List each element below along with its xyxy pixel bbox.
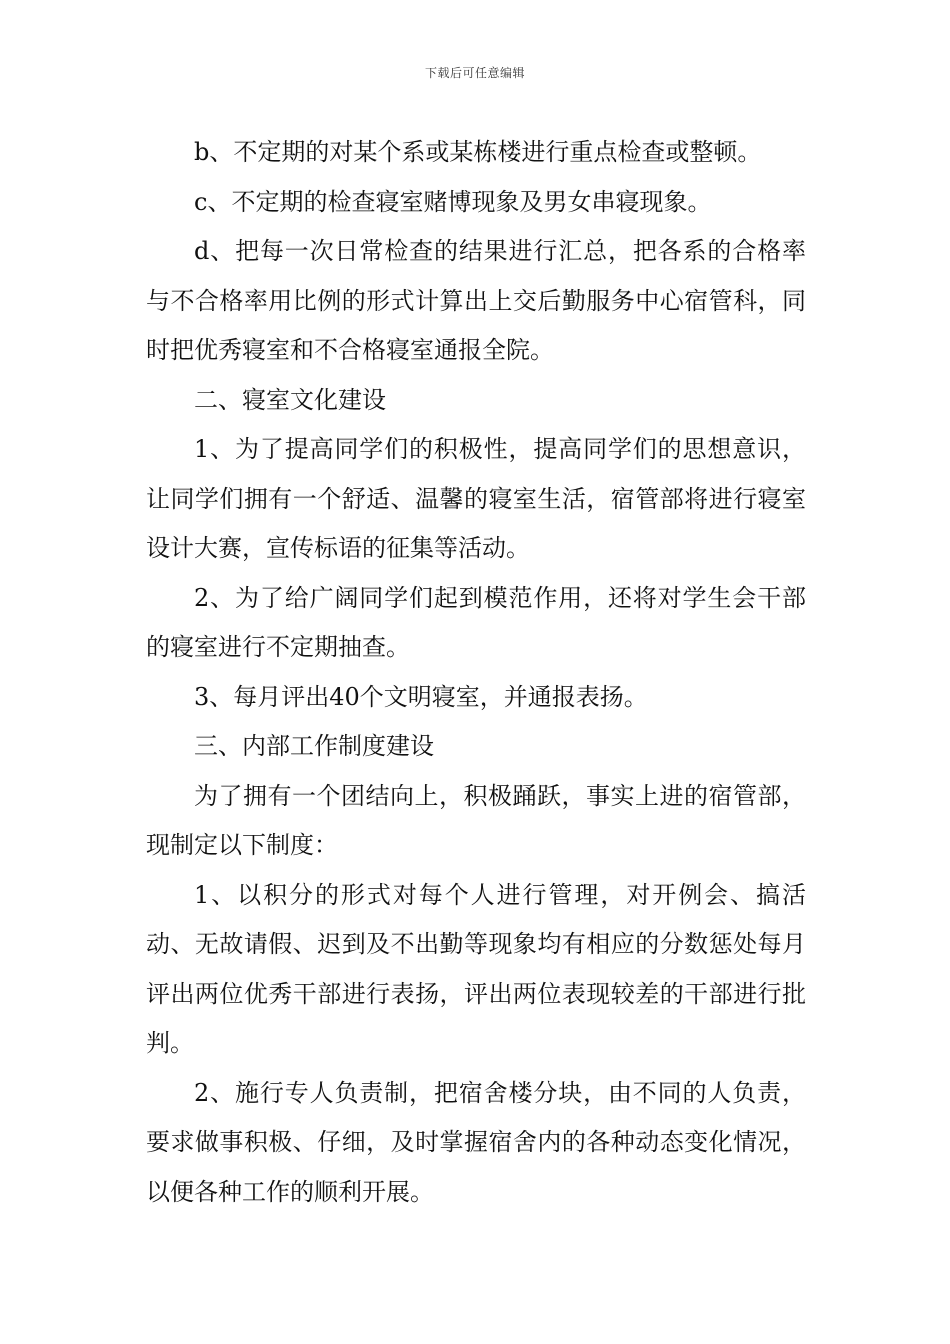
document-body bbox=[146, 128, 806, 1217]
paragraph-culture-1: 1、为了提高同学们的积极性，提高同学们的思想意识，让同学们拥有一个舒适、温馨的寝室生活，宿管部将进行寝室设计大赛，宣传标语的征集等活动。 bbox=[146, 435, 806, 562]
paragraph-culture-2: 2、为了给广阔同学们起到模范作用，还将对学生会干部的寝室进行不定期抽查。 bbox=[146, 583, 806, 661]
section-heading-dorm-culture: 二、寝室文化建设 bbox=[194, 385, 386, 414]
section-heading-internal-system: 三、内部工作制度建设 bbox=[194, 732, 434, 760]
paragraph-item-b: b、不定期的对某个系或某栋楼进行重点检查或整顿。 bbox=[194, 138, 762, 166]
paragraph-item-c: c、不定期的检查寝室赌博现象及男女串寝现象。 bbox=[194, 187, 712, 216]
header-note: 下载后可任意编辑 bbox=[424, 66, 525, 80]
paragraph-item-d: d、把每一次日常检查的结果进行汇总，把各系的合格率与不合格率用比例的形式计算出上交后勤服务中心宿管科，同时把优秀寝室和不合格寝室通报全院。 bbox=[146, 237, 806, 364]
paragraph-internal-intro: 为了拥有一个团结向上，积极踊跃，事实上进的宿管部，现制定以下制度： bbox=[146, 781, 806, 859]
paragraph-internal-1: 1、以积分的形式对每个人进行管理，对开例会、搞活动、无故请假、迟到及不出勤等现象均有相应的分数惩处每月评出两位优秀干部进行表扬，评出两位表现较差的干部进行批判。 bbox=[146, 880, 806, 1057]
paragraph-internal-2: 2、施行专人负责制，把宿舍楼分块，由不同的人负责，要求做事积极、仔细，及时掌握宿舍内的各种动态变化情况，以便各种工作的顺利开展。 bbox=[146, 1078, 806, 1206]
paragraph-culture-3: 3、每月评出40个文明寝室，并通报表扬。 bbox=[194, 682, 648, 711]
